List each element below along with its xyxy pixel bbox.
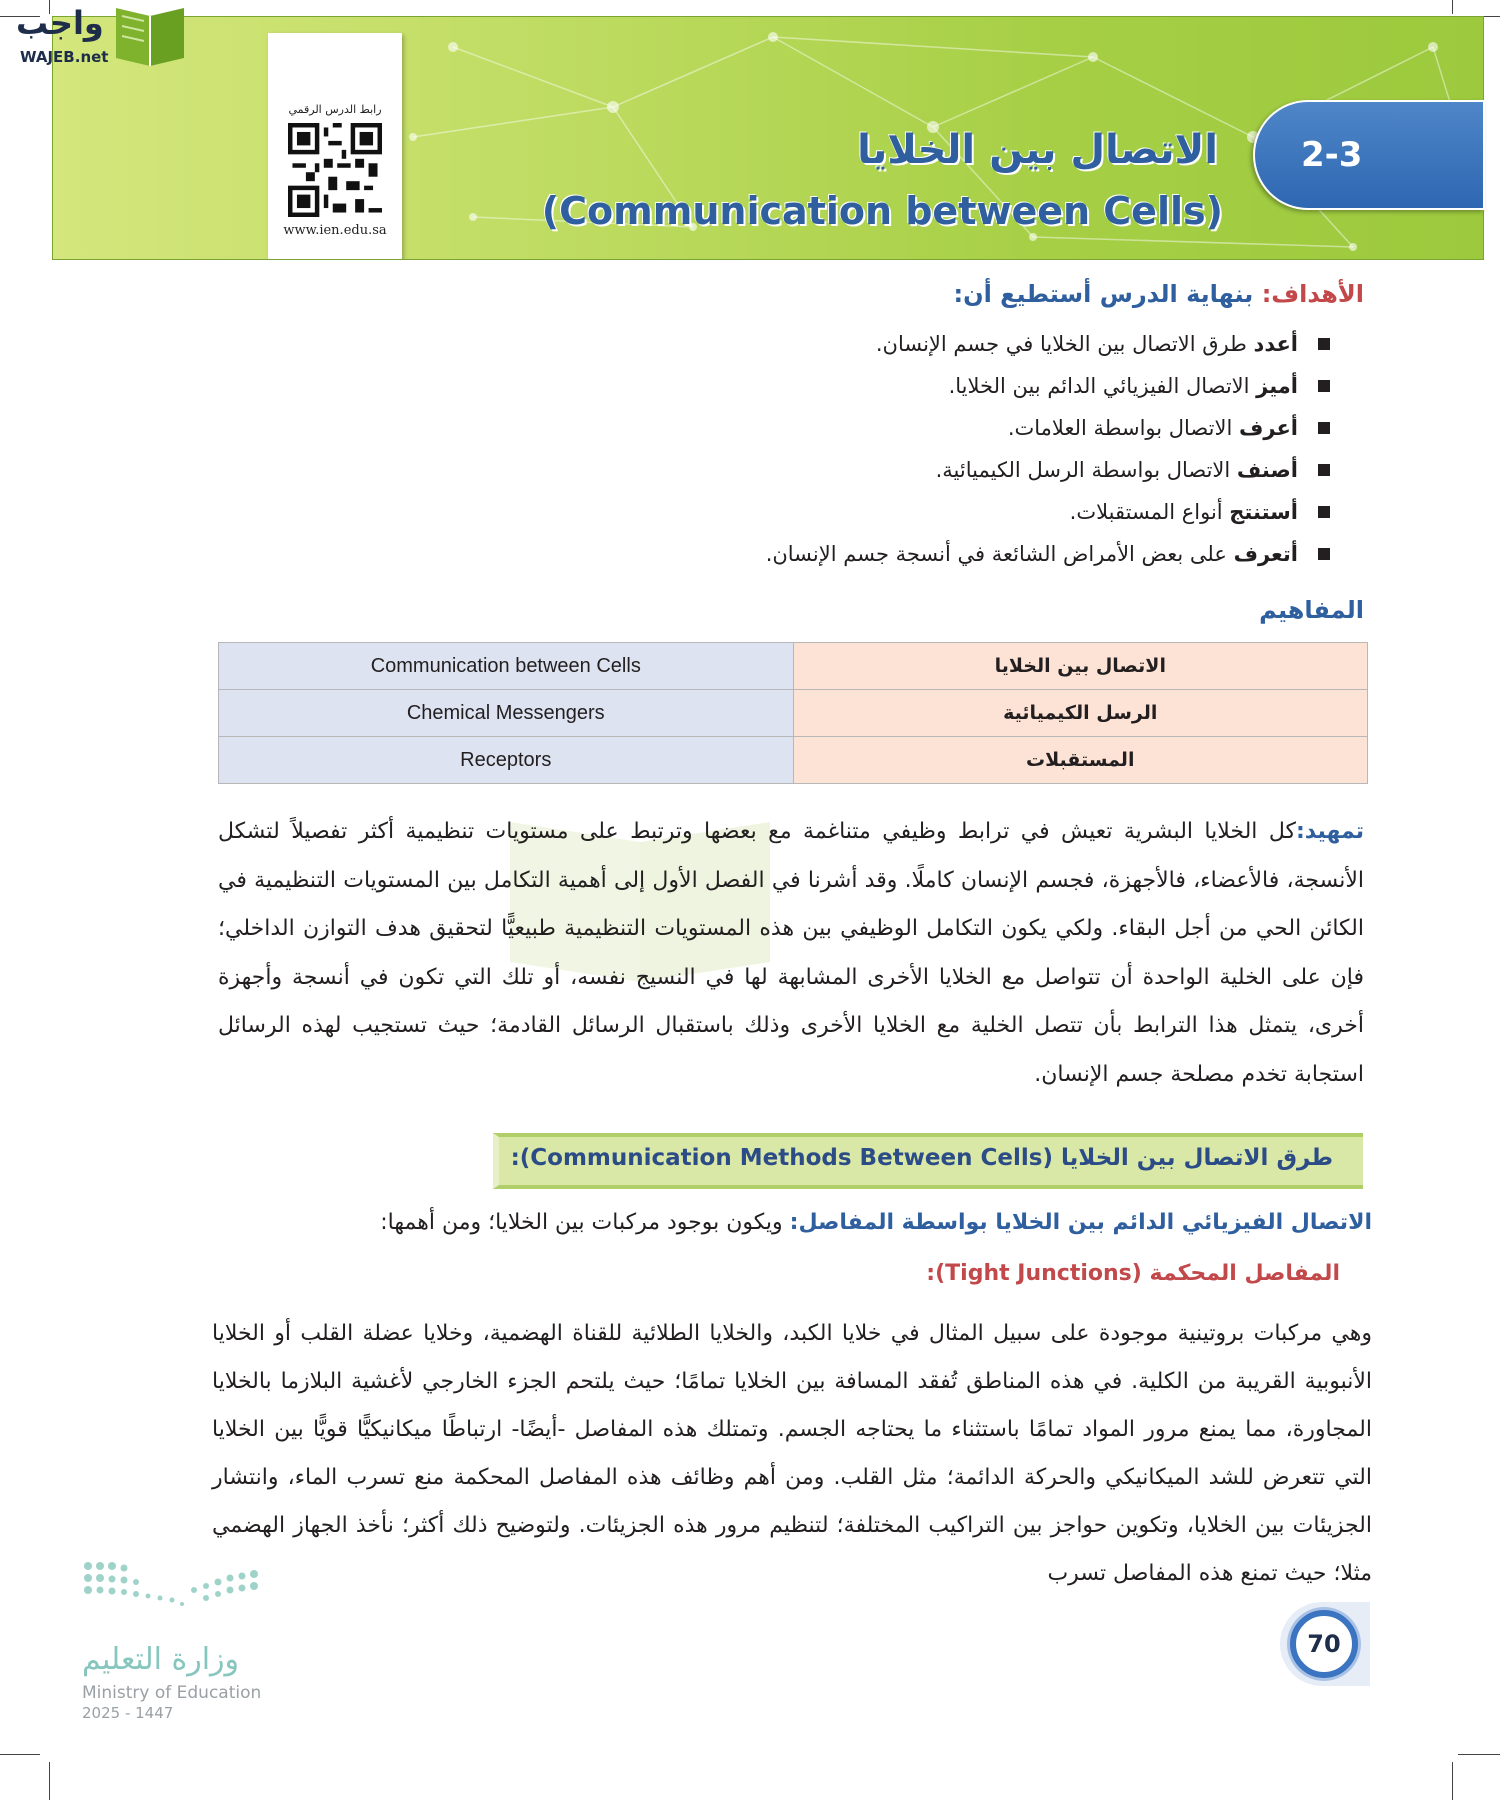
objectives-intro: بنهاية الدرس أستطيع أن:	[953, 280, 1254, 308]
objective-text: الاتصال بواسطة الرسل الكيميائية.	[935, 458, 1237, 482]
crop-mark	[1458, 1754, 1500, 1755]
tight-junctions-heading: المفاصل المحكمة (Tight Junctions):	[926, 1261, 1340, 1286]
concepts-table	[218, 642, 1368, 784]
objective-text: على بعض الأمراض الشائعة في أنسجة جسم الإنسان.	[765, 542, 1234, 566]
crop-mark	[49, 1762, 50, 1800]
tight-junctions-paragraph: وهي مركبات بروتينية موجودة على سبيل المثال في خلايا الكبد، والخلايا الطلائية للقناة الهضمية، وخلايا عضلة القلب أو الخلايا الأنبوبية القريبة من الكلية. في هذه المناطق تُفقد المسافة بين الخلايا تمامًا؛ حيث يلتحم الجزء الخارجي لأغشية البلازما بالخلايا المجاورة، مما يمنع مرور المواد تمامًا باستثناء ما يحتاجه الجسم. وتمتلك هذه المفاصل -أيضًا- ارتباطًا ميكانيكيًّا قويًّا بين الخلايا التي تتعرض للشد الميكانيكي والحركة الدائمة؛ مثل القلب. ومن أهم وظائف هذه المفاصل المحكمة منع تسرب الماء، وانتشار الجزيئات بين الخلايا، وتكوين حواجز بين التراكيب المختلفة؛ لتنظيم مرور هذه الجزيئات. ولتوضيح ذلك أكثر؛ نأخذ الجهاز الهضمي مثلا؛ حيث تمنع هذه المفاصل تسرب	[212, 1321, 1372, 1586]
objective-item	[330, 491, 1330, 533]
intro-text: كل الخلايا البشرية تعيش في ترابط وظيفي متناغمة مع بعضها وترتبط على مستويات تنظيمية أكثر تفصيلاً لتشكل الأنسجة، فالأعضاء، فالأجهزة، فجسم الإنسان كاملًا. وقد أشرنا في الفصل الأول إلى أهمية التكامل بين المستويات التنظيمية في الكائن الحي من أجل البقاء. ولكي يكون التكامل الوظيفي بين هذه المستويات التنظيمية طبيعيًّا لتحقيق هدف التوازن الداخلي؛ فإن على الخلية الواحدة أن تتواصل مع الخلايا الأخرى المشابهة لها في النسيج نفسه، أو تلك التي تكون في أنسجة وأجهزة أخرى، يتمثل هذا الترابط بأن تتصل الخلية مع الخلايا الأخرى وذلك باستقبال الرسائل القادمة؛ حيث تستجيب لهذه الرسائل استجابة تخدم مصلحة جسم الإنسان.	[218, 819, 1364, 1087]
objective-text: طرق الاتصال بين الخلايا في جسم الإنسان.	[875, 332, 1254, 356]
table-row	[219, 737, 1368, 784]
crop-mark	[1452, 1762, 1453, 1800]
objective-item	[330, 407, 1330, 449]
subsection-label: الاتصال الفيزيائي الدائم بين الخلايا بواسطة المفاصل:	[789, 1210, 1372, 1235]
concept-en: Chemical Messengers	[219, 690, 794, 737]
lesson-title-en: (Communication between Cells)	[541, 189, 1223, 233]
crop-mark	[0, 1754, 40, 1755]
lesson-title-ar: الاتصال بين الخلايا	[857, 127, 1218, 173]
objective-item	[330, 533, 1330, 575]
objective-verb: أميز	[1256, 374, 1298, 398]
intro-paragraph	[218, 808, 1364, 1099]
qr-url[interactable]: www.ien.edu.sa	[283, 223, 387, 238]
objective-text: أنواع المستقبلات.	[1069, 500, 1230, 524]
bullet-square-icon	[1318, 422, 1330, 434]
table-row	[219, 690, 1368, 737]
objective-item	[330, 449, 1330, 491]
concept-ar: الرسل الكيميائية	[793, 690, 1367, 737]
qr-card[interactable]	[268, 33, 402, 260]
qr-label: رابط الدرس الرقمي	[288, 103, 382, 116]
objective-verb: أعرف	[1238, 416, 1298, 440]
section-title-bar	[493, 1133, 1363, 1189]
qr-code-icon[interactable]	[288, 123, 382, 217]
concept-en: Receptors	[219, 737, 794, 784]
ministry-name-en: Ministry of Education	[82, 1683, 262, 1703]
ministry-name-ar: وزارة التعليم	[82, 1642, 240, 1677]
lesson-number-badge: 2-3	[1253, 100, 1485, 210]
book-icon	[110, 4, 190, 68]
page-number: 70	[1290, 1610, 1358, 1678]
ministry-logo-icon	[82, 1560, 272, 1620]
table-row	[219, 643, 1368, 690]
objective-verb: أصنف	[1236, 458, 1298, 482]
objective-verb: أستنتج	[1229, 500, 1298, 524]
subsection-heading	[380, 1210, 1372, 1235]
section-title: طرق الاتصال بين الخلايا (Communication Methods Between Cells):	[510, 1145, 1333, 1171]
brand-logo[interactable]	[8, 4, 188, 68]
bullet-square-icon	[1318, 464, 1330, 476]
objectives-list	[330, 323, 1330, 575]
objectives-label: الأهداف:	[1261, 280, 1364, 308]
objective-text: الاتصال الفيزيائي الدائم بين الخلايا.	[948, 374, 1257, 398]
concept-ar: الاتصال بين الخلايا	[793, 643, 1367, 690]
objective-item	[330, 365, 1330, 407]
bullet-square-icon	[1318, 548, 1330, 560]
objective-item	[330, 323, 1330, 365]
bullet-square-icon	[1318, 338, 1330, 350]
intro-label: تمهيد:	[1295, 819, 1364, 844]
objectives-heading	[953, 280, 1364, 308]
subsection-text: ويكون بوجود مركبات بين الخلايا؛ ومن أهمها:	[380, 1210, 790, 1235]
ministry-year: 2025 - 1447	[82, 1704, 174, 1722]
objective-text: الاتصال بواسطة العلامات.	[1007, 416, 1239, 440]
concept-ar: المستقبلات	[793, 737, 1367, 784]
brand-name-ar: واجب	[16, 4, 104, 42]
bullet-square-icon	[1318, 506, 1330, 518]
concepts-heading: المفاهيم	[1259, 596, 1364, 624]
brand-name-en: WAJEB.net	[20, 48, 109, 66]
bullet-square-icon	[1318, 380, 1330, 392]
objective-verb: أعدد	[1253, 332, 1298, 356]
crop-mark	[1452, 0, 1453, 14]
objective-verb: أتعرف	[1233, 542, 1298, 566]
concept-en: Communication between Cells	[219, 643, 794, 690]
